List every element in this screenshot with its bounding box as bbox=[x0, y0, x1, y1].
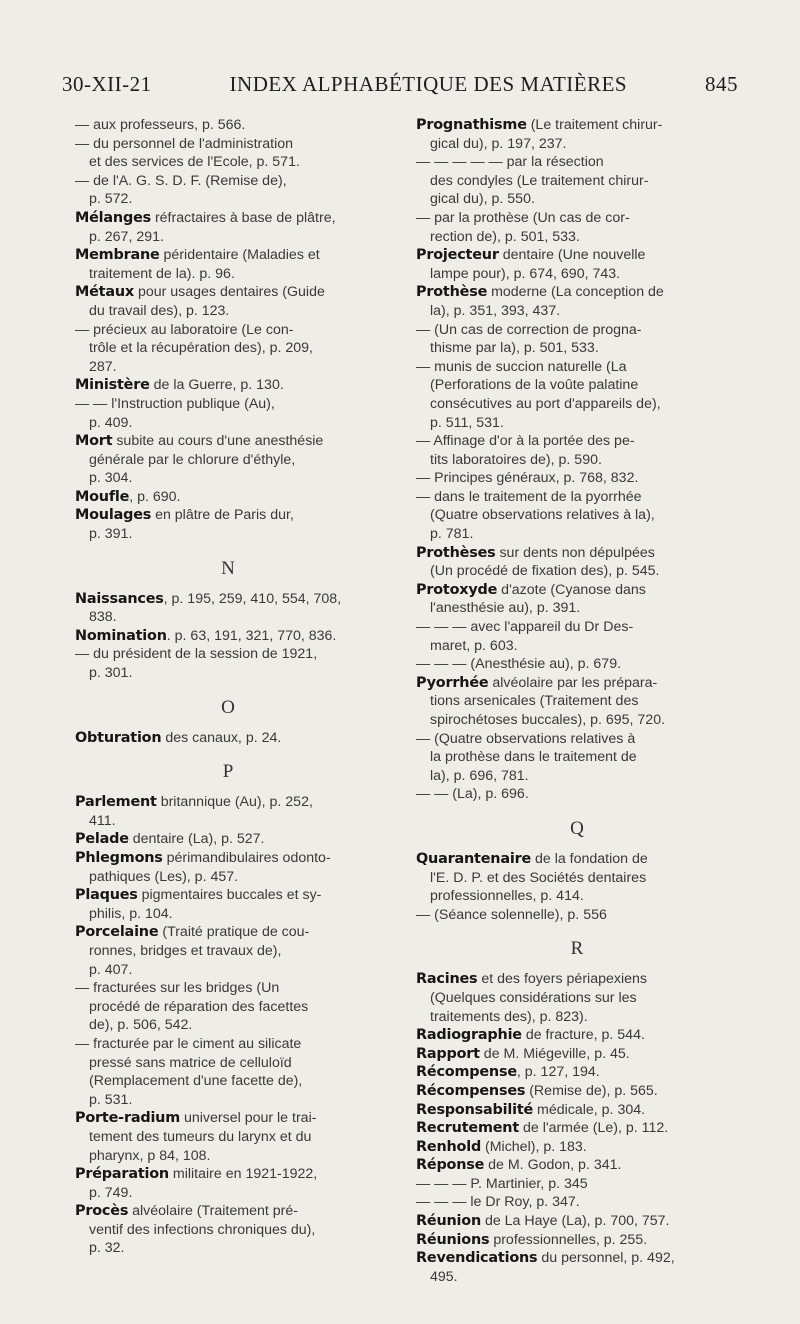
index-entry bbox=[416, 785, 738, 804]
index-entry bbox=[75, 979, 381, 1035]
entry-continuation: l'anesthésie au), p. 391. bbox=[430, 600, 581, 617]
entry-text: — — — — — par la résection bbox=[416, 154, 604, 171]
index-entry bbox=[75, 283, 381, 320]
entry-continuation: (Quelques considérations sur les bbox=[430, 989, 637, 1006]
entry-text: — Principes généraux, p. 768, 832. bbox=[416, 470, 639, 487]
entry-continuation: tement des tumeurs du larynx et du bbox=[89, 1128, 312, 1145]
entry-headword: Membrane bbox=[75, 247, 160, 264]
index-entry bbox=[416, 1175, 738, 1194]
entry-headword: Porcelaine bbox=[75, 924, 159, 941]
index-entry bbox=[416, 1249, 738, 1286]
index-entry bbox=[75, 590, 381, 627]
entry-continuation: rection de), p. 501, 533. bbox=[430, 228, 580, 245]
entry-text: de M. Miégeville, p. 45. bbox=[479, 1045, 630, 1062]
entry-headword: Pelade bbox=[75, 831, 129, 848]
entry-text: — du président de la session de 1921, bbox=[75, 646, 318, 663]
index-entry bbox=[416, 488, 738, 544]
index-entry bbox=[416, 1026, 738, 1045]
entry-headword: Métaux bbox=[75, 284, 134, 301]
index-entry bbox=[416, 209, 738, 246]
entry-text: — Affinage d'or à la portée des pe- bbox=[416, 433, 635, 450]
entry-text: — (Un cas de correction de progna- bbox=[416, 321, 642, 338]
entry-continuation: de), p. 506, 542. bbox=[89, 1017, 193, 1034]
index-entry bbox=[416, 581, 738, 618]
index-entry bbox=[416, 153, 738, 209]
entry-continuation: lampe pour), p. 674, 690, 743. bbox=[430, 265, 621, 282]
index-entry bbox=[416, 674, 738, 730]
entry-text: de M. Godon, p. 341. bbox=[484, 1157, 622, 1174]
entry-text: de l'armée (Le), p. 112. bbox=[519, 1120, 669, 1137]
index-entry bbox=[75, 849, 381, 886]
entry-continuation: pathiques (Les), p. 457. bbox=[89, 868, 239, 885]
entry-continuation: 838. bbox=[89, 609, 117, 626]
entry-headword: Renhold bbox=[416, 1138, 482, 1155]
entry-text: (Remise de), p. 565. bbox=[525, 1082, 658, 1099]
entry-continuation: la), p. 351, 393, 437. bbox=[430, 302, 561, 319]
entry-continuation: trôle et la récupération des), p. 209, bbox=[89, 340, 313, 357]
entry-text: alvéolaire (Traitement pré- bbox=[128, 1203, 298, 1220]
entry-text: — (Quatre observations relatives à bbox=[416, 730, 636, 747]
entry-continuation: générale par le chlorure d'éthyle, bbox=[89, 451, 296, 468]
entry-text: sur dents non dépulpées bbox=[495, 544, 655, 561]
entry-continuation: gical du), p. 197, 237. bbox=[430, 135, 567, 152]
index-entry bbox=[416, 655, 738, 674]
entry-text: — de l'A. G. S. D. F. (Remise de), bbox=[75, 172, 287, 189]
index-entry bbox=[75, 395, 381, 432]
entry-headword: Nomination bbox=[75, 627, 167, 644]
entry-continuation: 495. bbox=[430, 1268, 458, 1285]
index-entry bbox=[416, 850, 738, 906]
entry-continuation: des condyles (Le traitement chirur- bbox=[430, 172, 649, 189]
entry-text: britannique (Au), p. 252, bbox=[156, 794, 313, 811]
entry-text: . p. 63, 191, 321, 770, 836. bbox=[166, 627, 337, 644]
entry-text: (Traité pratique de cou- bbox=[158, 924, 310, 941]
entry-headword: Responsabilité bbox=[416, 1101, 534, 1118]
entry-headword: Parlement bbox=[75, 794, 157, 811]
entry-headword: Naissances bbox=[75, 590, 164, 607]
entry-text: — aux professeurs, p. 566. bbox=[75, 117, 246, 133]
entry-continuation: la prothèse dans le traitement de bbox=[430, 749, 637, 766]
index-entry bbox=[75, 246, 381, 283]
entry-continuation: consécutives au port d'appareils de), bbox=[430, 395, 661, 412]
entry-text: et des foyers périapexiens bbox=[477, 971, 647, 988]
header-date: 30-XII-21 bbox=[62, 72, 152, 96]
entry-text: , p. 195, 259, 410, 554, 708, bbox=[163, 590, 342, 607]
entry-headword: Quarantenaire bbox=[416, 850, 532, 867]
entry-text: — — (La), p. 696. bbox=[416, 786, 529, 803]
entry-headword: Mort bbox=[75, 433, 113, 450]
entry-text: — fracturées sur les bridges (Un bbox=[75, 980, 280, 997]
section-letter: R bbox=[570, 938, 584, 960]
entry-text: de la fondation de bbox=[531, 850, 648, 867]
index-entry bbox=[75, 1109, 381, 1165]
entry-headword: Projecteur bbox=[416, 247, 499, 264]
entry-text: des canaux, p. 24. bbox=[161, 729, 282, 746]
entry-continuation: p. 572. bbox=[89, 191, 133, 208]
index-entry bbox=[416, 1156, 738, 1175]
index-entry bbox=[416, 1193, 738, 1212]
index-entry bbox=[416, 1119, 738, 1138]
entry-text: militaire en 1921-1922, bbox=[168, 1166, 318, 1183]
entry-text: médicale, p. 304. bbox=[533, 1101, 646, 1118]
entry-text: (Le traitement chirur- bbox=[526, 117, 663, 133]
entry-continuation: tions arsenicales (Traitement des bbox=[430, 693, 639, 710]
index-entry bbox=[416, 1045, 738, 1064]
entry-headword: Racines bbox=[416, 971, 478, 988]
entry-continuation: traitements des), p. 823). bbox=[430, 1008, 588, 1025]
entry-headword: Recrutement bbox=[416, 1120, 520, 1137]
entry-headword: Rapport bbox=[416, 1045, 480, 1062]
index-entry bbox=[416, 321, 738, 358]
entry-text: — précieux au laboratoire (Le con- bbox=[75, 321, 294, 338]
index-entry bbox=[416, 358, 738, 432]
entry-continuation: (Remplacement d'une facette de), bbox=[89, 1073, 303, 1090]
entry-text: du personnel, p. 492, bbox=[537, 1250, 675, 1267]
index-entry bbox=[75, 376, 381, 395]
index-entry bbox=[75, 729, 381, 748]
entry-headword: Moulages bbox=[75, 507, 152, 524]
index-entry bbox=[75, 923, 381, 979]
index-entry bbox=[416, 544, 738, 581]
entry-continuation: (Un procédé de fixation des), p. 545. bbox=[430, 563, 660, 580]
index-entry bbox=[416, 1212, 738, 1231]
entry-headword: Phlegmons bbox=[75, 850, 163, 866]
entry-continuation: p. 409. bbox=[89, 414, 133, 431]
entry-headword: Mélanges bbox=[75, 209, 151, 226]
entry-text: — par la prothèse (Un cas de cor- bbox=[416, 209, 630, 226]
entry-text: — — — avec l'appareil du Dr Des- bbox=[416, 619, 634, 636]
index-entry bbox=[416, 432, 738, 469]
index-entry bbox=[416, 1082, 738, 1101]
index-entry bbox=[416, 246, 738, 283]
index-entry bbox=[75, 135, 381, 172]
entry-text: subite au cours d'une anesthésie bbox=[112, 433, 324, 450]
entry-text: universel pour le trai- bbox=[180, 1110, 317, 1127]
index-entry bbox=[416, 116, 738, 153]
entry-continuation: p. 511, 531. bbox=[430, 414, 504, 431]
entry-text: périmandibulaires odonto- bbox=[162, 850, 331, 866]
index-entry bbox=[75, 1202, 381, 1258]
index-entry bbox=[416, 970, 738, 1026]
entry-continuation: philis, p. 104. bbox=[89, 905, 173, 922]
entry-headword: Préparation bbox=[75, 1166, 169, 1183]
index-entry bbox=[75, 321, 381, 377]
entry-headword: Réunion bbox=[416, 1213, 481, 1230]
entry-continuation: ronnes, bridges et travaux de), bbox=[89, 942, 282, 959]
index-entry bbox=[75, 209, 381, 246]
entry-text: pour usages dentaires (Guide bbox=[134, 284, 325, 301]
index-entry bbox=[416, 1063, 738, 1082]
index-entry bbox=[75, 488, 381, 507]
entry-headword: Pyorrhée bbox=[416, 674, 489, 691]
index-entry bbox=[416, 618, 738, 655]
entry-headword: Revendications bbox=[416, 1250, 538, 1267]
entry-continuation: 411. bbox=[89, 812, 116, 829]
entry-continuation: p. 391. bbox=[89, 526, 133, 543]
left-column bbox=[75, 116, 381, 1258]
entry-continuation: procédé de réparation des facettes bbox=[89, 998, 309, 1015]
entry-continuation: ventif des infections chroniques du), bbox=[89, 1221, 316, 1238]
entry-continuation: traitement de la). p. 96. bbox=[89, 265, 235, 282]
entry-text: — (Séance solennelle), p. 556 bbox=[416, 906, 607, 923]
index-entry bbox=[416, 283, 738, 320]
entry-headword: Obturation bbox=[75, 729, 162, 746]
header-title: INDEX ALPHABÉTIQUE DES MATIÈRES bbox=[229, 72, 628, 96]
entry-headword: Ministère bbox=[75, 377, 150, 394]
section-letter: N bbox=[221, 557, 235, 579]
index-entry bbox=[416, 1138, 738, 1157]
entry-text: — — — (Anesthésie au), p. 679. bbox=[416, 656, 622, 673]
entry-text: — fracturée par le ciment au silicate bbox=[75, 1035, 302, 1052]
section-letter: P bbox=[222, 761, 234, 783]
entry-headword: Récompense bbox=[416, 1064, 517, 1081]
entry-continuation: du travail des), p. 123. bbox=[89, 302, 230, 319]
entry-text: réfractaires à base de plâtre, bbox=[151, 209, 336, 226]
right-column bbox=[416, 116, 738, 1286]
entry-text: — du personnel de l'administration bbox=[75, 135, 294, 152]
index-entry bbox=[75, 1035, 381, 1109]
entry-continuation: professionnelles, p. 414. bbox=[430, 888, 584, 905]
entry-headword: Protoxyde bbox=[416, 581, 498, 598]
entry-text: — munis de succion naturelle (La bbox=[416, 358, 627, 375]
entry-text: de fracture, p. 544. bbox=[521, 1027, 645, 1044]
entry-continuation: tits laboratoires de), p. 590. bbox=[430, 451, 602, 468]
index-entry bbox=[416, 906, 738, 925]
entry-continuation: l'E. D. P. et des Sociétés dentaires bbox=[430, 869, 647, 886]
entry-text: en plâtre de Paris dur, bbox=[151, 507, 294, 524]
entry-continuation: p. 32. bbox=[89, 1240, 125, 1257]
index-entry bbox=[416, 730, 738, 786]
entry-headword: Prognathisme bbox=[416, 117, 527, 133]
index-entry bbox=[75, 506, 381, 543]
running-header bbox=[62, 72, 738, 97]
entry-text: professionnelles, p. 255. bbox=[489, 1231, 648, 1248]
index-entry bbox=[416, 1231, 738, 1250]
index-entry bbox=[75, 830, 381, 849]
entry-continuation: 287. bbox=[89, 358, 117, 375]
entry-text: — — — P. Martinier, p. 345 bbox=[416, 1175, 588, 1192]
entry-text: d'azote (Cyanose dans bbox=[497, 581, 646, 598]
entry-continuation: p. 781. bbox=[430, 526, 474, 543]
index-entry bbox=[75, 645, 381, 682]
entry-text: dentaire (La), p. 527. bbox=[128, 831, 265, 848]
entry-text: — — — le Dr Roy, p. 347. bbox=[416, 1194, 580, 1211]
entry-text: de La Haye (La), p. 700, 757. bbox=[481, 1213, 670, 1230]
entry-continuation: gical du), p. 550. bbox=[430, 191, 535, 208]
entry-headword: Plaques bbox=[75, 887, 138, 904]
entry-text: — dans le traitement de la pyorrhée bbox=[416, 488, 642, 505]
entry-continuation: p. 531. bbox=[89, 1091, 133, 1108]
section-letter: Q bbox=[570, 817, 584, 839]
index-entry bbox=[416, 469, 738, 488]
entry-headword: Porte-radium bbox=[75, 1110, 181, 1127]
entry-text: alvéolaire par les prépara- bbox=[488, 674, 658, 691]
entry-continuation: p. 267, 291. bbox=[89, 228, 164, 245]
entry-text: dentaire (Une nouvelle bbox=[498, 247, 646, 264]
index-entry bbox=[75, 1165, 381, 1202]
index-entry bbox=[75, 116, 381, 135]
entry-text: , p. 127, 194. bbox=[516, 1064, 600, 1081]
entry-continuation: spirochétoses buccales), p. 695, 720. bbox=[430, 712, 666, 728]
entry-continuation: maret, p. 603. bbox=[430, 637, 518, 654]
page-number: 845 bbox=[705, 72, 738, 96]
entry-text: , p. 690. bbox=[129, 488, 181, 505]
entry-text: moderne (La conception de bbox=[487, 284, 664, 301]
index-entry bbox=[75, 793, 381, 830]
index-entry bbox=[75, 172, 381, 209]
entry-text: (Michel), p. 183. bbox=[481, 1138, 587, 1155]
entry-headword: Moufle bbox=[75, 488, 130, 505]
entry-continuation: la), p. 696, 781. bbox=[430, 767, 529, 784]
entry-continuation: et des services de l'Ecole, p. 571. bbox=[89, 154, 300, 171]
entry-continuation: (Quatre observations relatives à la), bbox=[430, 507, 655, 524]
entry-headword: Récompenses bbox=[416, 1082, 526, 1099]
entry-continuation: pressé sans matrice de celluloïd bbox=[89, 1054, 292, 1071]
entry-text: pigmentaires buccales et sy- bbox=[137, 887, 322, 904]
entry-headword: Radiographie bbox=[416, 1027, 522, 1044]
entry-continuation: p. 304. bbox=[89, 470, 133, 487]
entry-text: de la Guerre, p. 130. bbox=[149, 377, 284, 394]
entry-continuation: p. 301. bbox=[89, 665, 133, 682]
entry-headword: Réponse bbox=[416, 1157, 485, 1174]
entry-headword: Réunions bbox=[416, 1231, 490, 1248]
entry-text: péridentaire (Maladies et bbox=[159, 247, 320, 264]
entry-headword: Procès bbox=[75, 1203, 129, 1220]
entry-headword: Prothèses bbox=[416, 544, 496, 561]
index-entry bbox=[416, 1101, 738, 1120]
entry-headword: Prothèse bbox=[416, 284, 488, 301]
entry-continuation: pharynx, p 84, 108. bbox=[89, 1147, 211, 1164]
index-entry bbox=[75, 627, 381, 646]
entry-continuation: (Perforations de la voûte palatine bbox=[430, 377, 639, 394]
entry-continuation: thisme par la), p. 501, 533. bbox=[430, 340, 599, 357]
entry-continuation: p. 749. bbox=[89, 1184, 133, 1201]
entry-continuation: p. 407. bbox=[89, 961, 133, 978]
section-letter: O bbox=[221, 696, 235, 718]
index-entry bbox=[75, 886, 381, 923]
entry-text: — — l'Instruction publique (Au), bbox=[75, 395, 275, 412]
index-entry bbox=[75, 432, 381, 488]
